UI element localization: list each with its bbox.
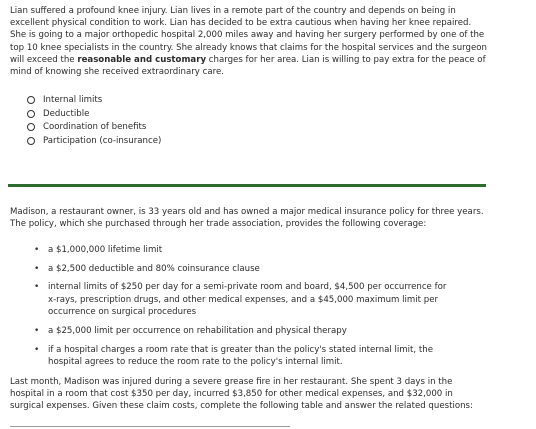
option-label: Participation (co-insurance)	[43, 135, 162, 146]
radio-button-icon[interactable]	[27, 96, 35, 104]
coverage-item: • a $1,000,000 lifetime limit	[34, 244, 454, 257]
option-label: Deductible	[43, 108, 90, 119]
question1-options	[27, 93, 161, 148]
option-participation[interactable]	[27, 134, 161, 148]
radio-button-icon[interactable]	[27, 110, 35, 118]
question1-text-part2: charges for her area. Lian is willing to pay extra for the peace of mind of knowing she received extraordinary care.	[10, 54, 486, 78]
radio-button-icon[interactable]	[27, 137, 35, 145]
coverage-item: • internal limits of $250 per day for a semi-private room and board, $4,500 per occurrence for x-rays, prescription drugs, and other medical expenses, and a $45,000 maximum limit per occurrence on surgical procedures	[34, 281, 454, 319]
coverage-item: • if a hospital charges a room rate that is greater than the policy's stated internal limit, the hospital agrees to reduce the room rate to the policy's internal limit.	[34, 344, 454, 369]
option-internal-limits[interactable]	[27, 93, 161, 107]
question2-scenario: Last month, Madison was injured during a severe grease fire in her restaurant. She spent 3 days in the hospital in a room that cost $350 per day, incurred $3,850 for other medical expenses, and $32,000 in surgical expenses. Given these claim costs, complete the following table and answer the related questions:	[10, 377, 473, 412]
option-deductible[interactable]	[27, 107, 161, 121]
coverage-item: • a $25,000 limit per occurrence on rehabilitation and physical therapy	[34, 325, 454, 338]
radio-button-icon[interactable]	[27, 123, 35, 131]
option-label: Coordination of benefits	[43, 122, 147, 133]
option-label: Internal limits	[43, 94, 103, 105]
question1-bold-term: reasonable and customary	[77, 54, 207, 65]
coverage-list	[34, 244, 454, 369]
section-divider	[8, 184, 486, 187]
option-coordination-of-benefits[interactable]	[27, 120, 161, 134]
question1-paragraph	[10, 5, 488, 78]
coverage-item: • a $2,500 deductible and 80% coinsurance clause	[34, 263, 454, 276]
question1-text-part1: Lian suffered a profound knee injury. Lian lives in a remote part of the country and depends on being in excellent physical condition to work. Lian has decided to be extra cautious when having her knee repaired. She is going to a major orthopedic hospital 2,000 miles away and having her surgery performed by one of the top 10 knee specialists in the country. She already knows that claims for the hospital services and the surgeon will exceed the	[10, 6, 487, 65]
question2-intro: Madison, a restaurant owner, is 33 years old and has owned a major medical insurance policy for three years. The policy, which she purchased through her trade association, provides the following coverage:	[10, 207, 484, 230]
table-top-border	[10, 426, 290, 427]
